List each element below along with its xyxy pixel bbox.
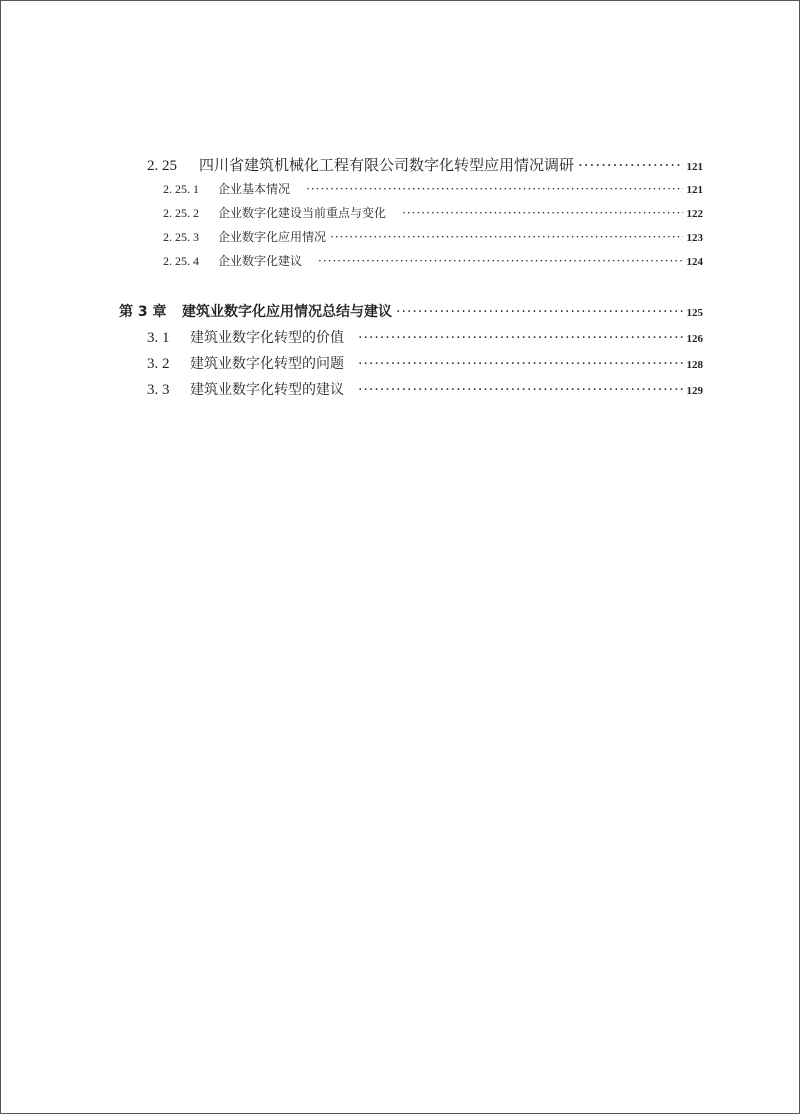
- toc-number: 3. 2: [147, 356, 170, 372]
- toc-page-number: 122: [686, 208, 703, 220]
- toc-entry-2-25[interactable]: [147, 154, 703, 176]
- toc-entry-2-25-4[interactable]: [163, 252, 703, 274]
- dot-leader: [358, 382, 683, 398]
- toc-number: 2. 25. 4: [163, 254, 199, 268]
- toc-title: 建筑业数字化转型的价值: [190, 330, 344, 346]
- dot-leader: [396, 304, 683, 320]
- toc-number: 2. 25: [147, 158, 177, 174]
- toc-title: 企业数字化应用情况: [218, 230, 327, 244]
- toc-page-number: 124: [686, 256, 703, 268]
- toc-number: 3. 3: [147, 382, 170, 398]
- toc-entry-3-1[interactable]: [147, 327, 703, 349]
- toc-title: 建筑业数字化转型的建议: [190, 382, 344, 398]
- toc-title: 建筑业数字化应用情况总结与建议: [182, 304, 392, 320]
- toc-page-number: 125: [686, 307, 703, 319]
- dot-leader: [358, 330, 683, 346]
- toc-entry-chapter-3[interactable]: [119, 301, 703, 323]
- toc-title: 企业基本情况: [218, 182, 291, 196]
- dot-leader: [402, 206, 682, 220]
- dot-leader: [578, 156, 682, 174]
- toc-number: 2. 25. 1: [163, 182, 199, 196]
- dot-leader: [330, 230, 682, 244]
- toc-page-number: 128: [686, 359, 703, 371]
- toc-entry-2-25-3[interactable]: [163, 228, 703, 250]
- toc-page-number: 129: [686, 385, 703, 397]
- toc-title: 企业数字化建议: [218, 254, 303, 268]
- toc-title: 企业数字化建设当前重点与变化: [218, 206, 387, 220]
- toc-entry-2-25-2[interactable]: [163, 204, 703, 226]
- toc-number: 2. 25. 3: [163, 230, 199, 244]
- toc-number: 2. 25. 2: [163, 206, 199, 220]
- toc-entry-3-3[interactable]: [147, 379, 703, 401]
- dot-leader: [306, 182, 682, 196]
- toc-entry-3-2[interactable]: [147, 353, 703, 375]
- dot-leader: [318, 254, 682, 268]
- toc-page-number: 121: [686, 184, 703, 196]
- toc-page-number: 123: [686, 232, 703, 244]
- toc-number: 3. 1: [147, 330, 170, 346]
- toc-entry-2-25-1[interactable]: [163, 180, 703, 202]
- toc-chapter-number: 第 3 章: [119, 304, 167, 320]
- toc-title: 建筑业数字化转型的问题: [190, 356, 344, 372]
- toc-title: 四川省建筑机械化工程有限公司数字化转型应用情况调研: [199, 156, 575, 174]
- toc-page-number: 121: [686, 161, 703, 173]
- toc-page-number: 126: [686, 333, 703, 345]
- dot-leader: [358, 356, 683, 372]
